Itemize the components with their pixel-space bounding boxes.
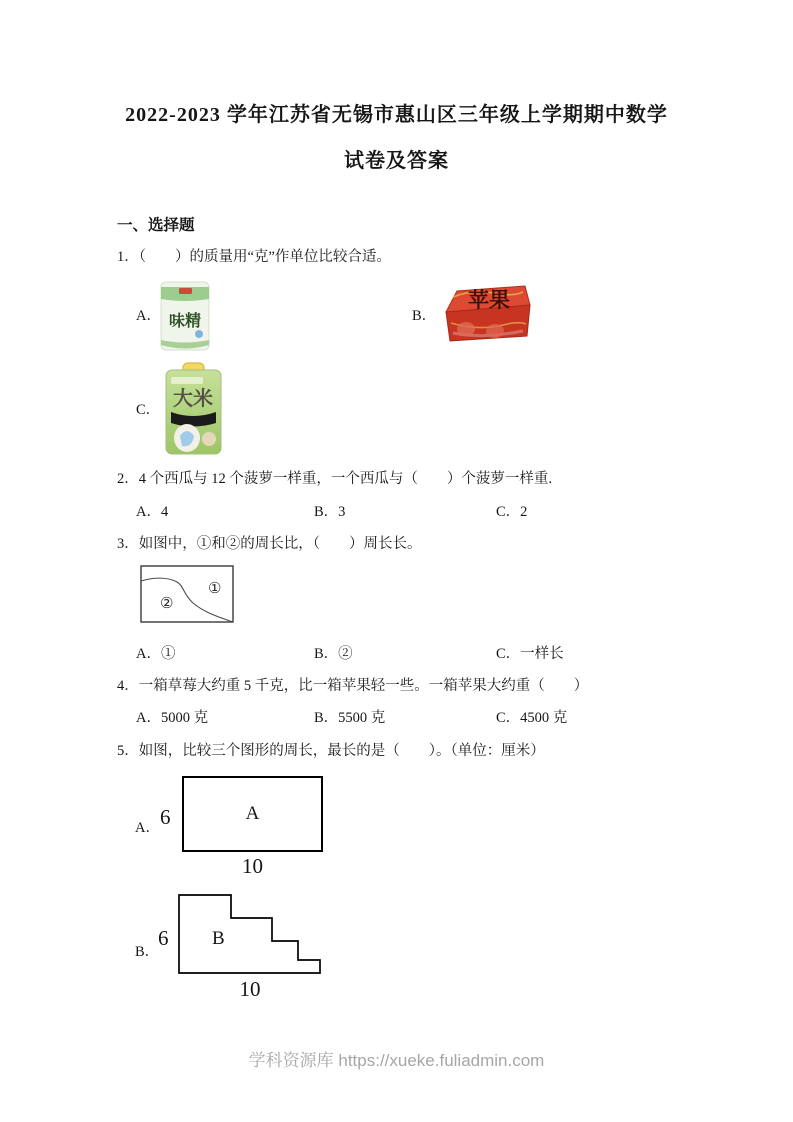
figure-a-side-label: 6 [160, 805, 171, 829]
q2-option-b: B．3 [314, 504, 346, 520]
q3-option-a: A．① [136, 646, 176, 662]
q4-option-a: A．5000 克 [136, 710, 209, 726]
msg-bag-logo [179, 288, 192, 294]
q3-option-c: C．一样长 [496, 646, 564, 662]
q3-figure [140, 565, 234, 628]
question-5-text: 5．如图，比较三个图形的周长，最长的是（ ）。（单位：厘米） [117, 743, 545, 759]
section-heading-choice: 一、选择题 [117, 217, 195, 234]
apple-box-label-text: 苹果 [468, 288, 510, 312]
q5-figure-a-option-label: A． [135, 820, 160, 836]
question-4-text: 4．一箱草莓大约重 5 千克，比一箱苹果轻一些。一箱苹果大约重（ ） [117, 678, 589, 694]
question-1-text: 1．（ ）的质量用“克”作单位比较合适。 [117, 249, 391, 265]
footer-watermark: 学科资源库 https://xueke.fuliadmin.com [248, 1051, 545, 1070]
q1-option-b-label: B． [412, 308, 437, 324]
rice-bag-label-text: 大米 [173, 388, 213, 410]
figure-b-base-label: 10 [239, 977, 261, 1001]
figure-b-side-label: 6 [158, 926, 169, 950]
figure-b-name: B [212, 928, 225, 949]
apple-box-image [433, 279, 535, 354]
figure-a-base-label: 10 [242, 854, 263, 878]
document-title-line1: 2022-2023 学年江苏省无锡市惠山区三年级上学期期中数学 [125, 104, 668, 126]
q3-figure-label-1: ① [208, 581, 222, 597]
q3-option-b: B．② [314, 646, 353, 662]
figure-b-staircase [178, 894, 322, 979]
q4-option-b: B．5500 克 [314, 710, 386, 726]
q3-figure-label-2: ② [160, 596, 174, 612]
msg-bag-image [159, 278, 211, 357]
q1-option-a-label: A． [136, 308, 161, 324]
figure-a-rectangle [182, 776, 323, 852]
question-3-text: 3．如图中，①和②的周长比，（ ）周长长。 [117, 536, 422, 552]
rice-bag-image [162, 360, 224, 461]
q1-option-c-label: C． [136, 402, 161, 418]
q4-option-c: C．4500 克 [496, 710, 568, 726]
q5-figure-b-option-label: B． [135, 944, 160, 960]
figure-a-name: A [245, 803, 260, 824]
question-2-text: 2．4 个西瓜与 12 个菠萝一样重，一个西瓜与（ ）个菠萝一样重. [117, 471, 552, 487]
q2-option-a: A．4 [136, 504, 169, 520]
q2-option-c: C．2 [496, 504, 528, 520]
msg-bag-label-text: 味精 [168, 313, 202, 330]
document-title-line2: 试卷及答案 [344, 150, 449, 172]
